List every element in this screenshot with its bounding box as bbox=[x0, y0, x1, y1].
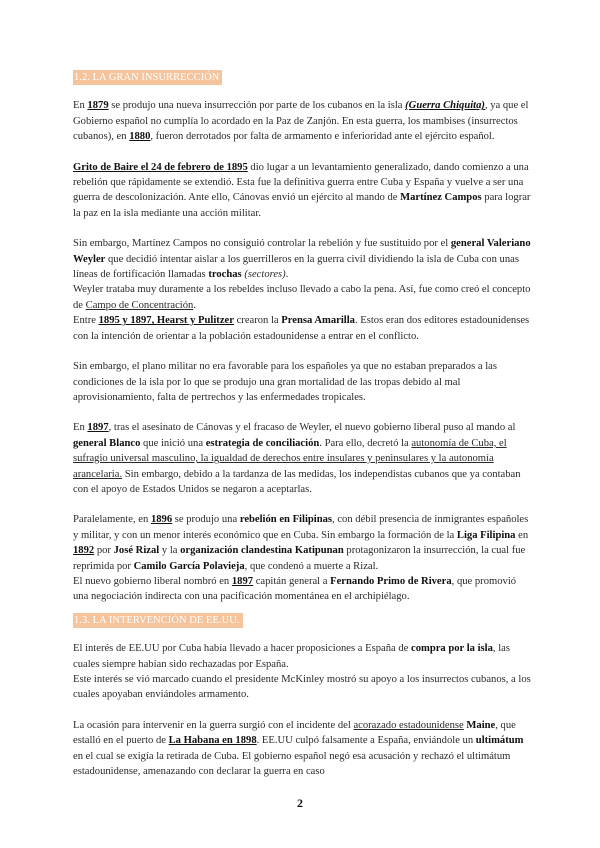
document-body bbox=[73, 70, 533, 779]
paragraph-maine: La ocasión para intervenir en la guerra surgió con el incidente del acorazado estadounidense Maine, que estalló en el puerto de La Habana en 1898. EE.UU culpó falsamente a España, enviándole un ultimátum en el cual se exigía la retirada de Cuba. El gobierno español negó esa acusación y rechazó el ultimátum estadounidense, amenazando con declarar la guerra en caso bbox=[73, 719, 524, 778]
heading-label: 1.3. LA INTERVENCIÓN DE EE.UU. bbox=[73, 613, 243, 628]
heading-label: 1.2. LA GRAN INSURRECCIÓN bbox=[73, 70, 222, 85]
paragraph-compra-isla: El interés de EE.UU por Cuba había llevado a hacer proposiciones a España de compra por la isla, las cuales siempre habían sido rechazadas por España. Este interés se vió marcado cuando el presidente McKinley mostró su apoyo a los insurrectos cubanos, a los cuales apoyaban enviándoles armamento. bbox=[73, 643, 531, 701]
paragraph-general-blanco: En 1897, tras el asesinato de Cánovas y el fracaso de Weyler, el nuevo gobierno liberal puso al mando al general Blanco que inició una estrategia de conciliación. Para ello, decretó la autonomía de Cuba, el sufragio universal masculino, la igualdad de derechos entre insulares y peninsulares y la autonomía arancelaria. Sin embargo, debido a la tardanza de las medidas, los independistas cubanos que ya contaban con el apoyo de Estados Unidos se negaron a aceptarlas. bbox=[73, 422, 521, 495]
paragraph-plano-militar: Sin embargo, el plano militar no era favorable para los españoles ya que no estaban preparados a las condiciones de la isla por lo que se produjo una gran mortalidad de las tropas debido al mal aprovisionamiento, falta de pertrechos y las enfermedades tropicales. bbox=[73, 361, 497, 403]
paragraph-guerra-chiquita: En 1879 se produjo una nueva insurrección por parte de los cubanos en la isla (Guerra Chiquita), ya que el Gobierno español no cumplía lo acordado en la Paz de Zanjón. En esta guerra, los mambises (insurrectos cubanos), en 1880, fueron derrotados por falta de armamento e inferioridad ante el ejército español. bbox=[73, 100, 529, 143]
paragraph-weyler: Sin embargo, Martínez Campos no consiguió controlar la rebelión y fue sustituido por el general Valeriano Weyler que decidió intentar aislar a los guerrilleros en la guerra civil dividiendo la isla de Cuba con unas líneas de fortificación llamadas trochas (sectores). Weyler trataba muy duramente a los rebeldes incluso llevado a cabo la pena. Así, fue como creó el concepto de Campo de Concentración. Entre 1895 y 1897, Hearst y Pulitzer crearon la Prensa Amarilla. Estos eran dos editores estadounidenses con la intención de orientar a la población estadounidense a entrar en el conflicto. bbox=[73, 238, 531, 342]
page-number: 2 bbox=[297, 796, 303, 810]
section-heading-1-2 bbox=[73, 70, 533, 85]
section-heading-1-3 bbox=[73, 613, 533, 628]
paragraph-grito-de-baire: Grito de Baire el 24 de febrero de 1895 dio lugar a un levantamiento generalizado, dando comienzo a una rebelión que rápidamente se extendió. Esta fue la definitiva guerra entre Cuba y España y vuelve a ser una guerra de descolonización. Ante ello, Cánovas envió un ejército al mando de Martínez Campos para lograr la paz en la isla mediante una acción militar. bbox=[73, 161, 531, 219]
paragraph-filipinas: Paralelamente, en 1896 se produjo una rebelión en Filipinas, con débil presencia de inmigrantes españoles y militar, y con un menor interés económico que en Cuba. Sin embargo la formación de la Liga Filipina en 1892 por José Rizal y la organización clandestina Katipunan protagonizaron la insurrección, la cual fue reprimida por Camilo García Polavieja, que condenó a muerte a Rizal. El nuevo gobierno liberal nombró en 1897 capitán general a Fernando Primo de Rivera, que promovió una negociación indirecta con una pacificación momentánea en el archipiélago. bbox=[73, 514, 529, 603]
